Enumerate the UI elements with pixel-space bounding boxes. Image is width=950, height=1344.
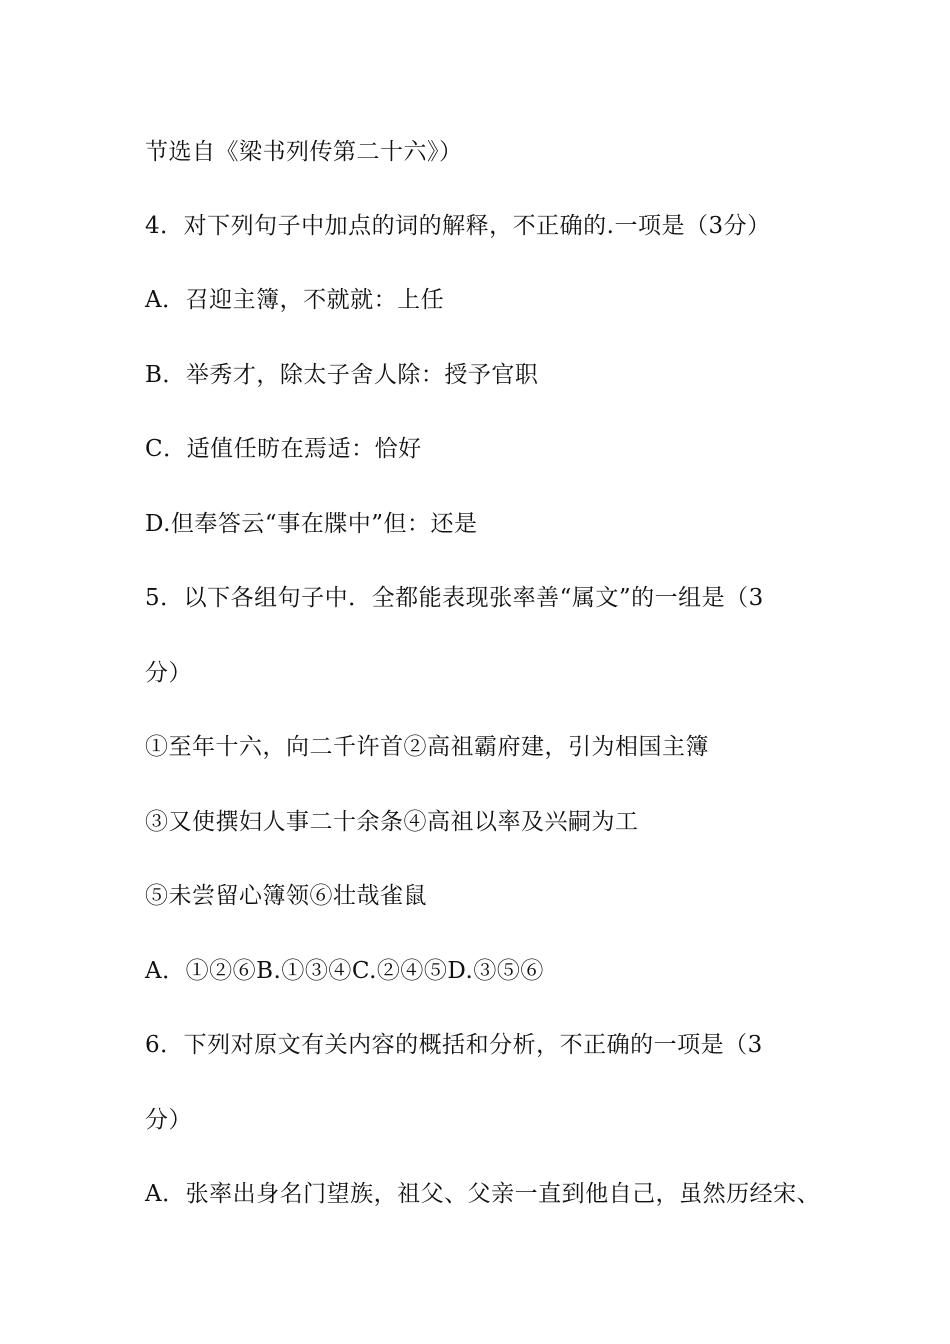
question-5: 5．以下各组句子中．全都能表现张率善“属文”的一组是（3: [145, 585, 764, 611]
question-6-cont: 分）: [145, 1107, 192, 1133]
q5-items-3-4: ③又使撰妇人事二十余条④高祖以率及兴嗣为工: [145, 809, 639, 835]
q5-options: A．①②⑥B.①③④C.②④⑤D.③⑤⑥: [145, 958, 544, 984]
q6-option-a: A．张率出身名门望族，祖父、父亲一直到他自己，虽然历经宋、: [145, 1181, 821, 1207]
question-6: 6．下列对原文有关内容的概括和分析，不正确的一项是（3: [145, 1032, 763, 1058]
q4-option-c: C．适值任昉在焉适：恰好: [145, 436, 422, 462]
q4-option-a: A．召迎主簿，不就就：上任: [145, 287, 445, 313]
q4-option-b: B．举秀才，除太子舍人除：授予官职: [145, 362, 539, 388]
source-line: 节选自《梁书列传第二十六》）: [145, 139, 463, 165]
q5-items-1-2: ①至年十六，向二千许首②高祖霸府建，引为相国主簿: [145, 734, 709, 760]
q5-items-5-6: ⑤未尝留心簿领⑥壮哉雀鼠: [145, 883, 427, 909]
q4-option-d: D.但奉答云“事在牒中”但：还是: [145, 511, 478, 537]
question-4: 4．对下列句子中加点的词的解释，不正确的.一项是（3分）: [145, 213, 771, 239]
question-5-cont: 分）: [145, 660, 192, 686]
